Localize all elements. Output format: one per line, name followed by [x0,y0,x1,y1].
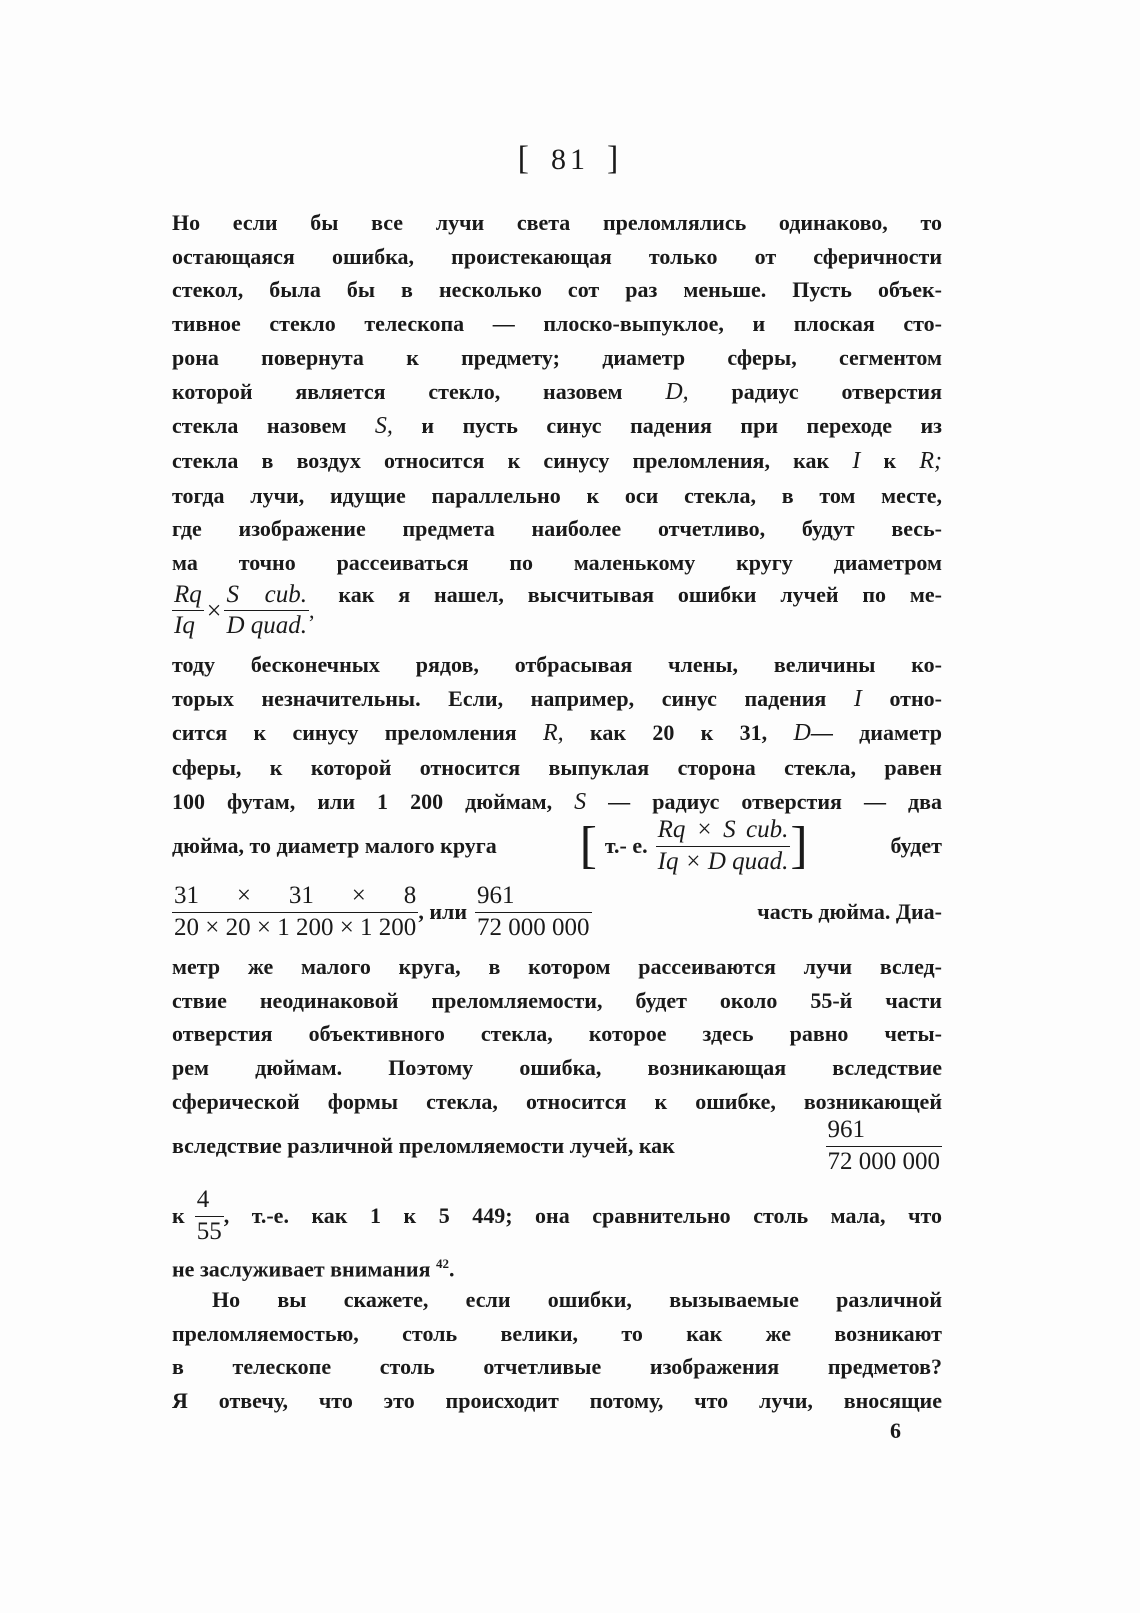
text-line: торых незначительны. Если, например, синус падения I отно- [172,685,942,712]
formula-line-1: $\frac{Rq}{Iq}$ × $\frac{\text{S cub.}}{\text{D quad.}}$ , как я нашел, высчитывая ошибки лучей по ме- [174,581,942,640]
text-line: не заслуживает внимания $^{42}$. [172,1256,455,1282]
formula-line-5: к $\frac{4}{55}$ , т.-е. как 1 к 5 449; она сравнительно столь мала, что [172,1186,942,1245]
left-bracket: [ [579,817,597,874]
text-line: ма точно рассеиваться по маленькому кругу диаметром [172,550,942,576]
text-line: Я отвечу, что это происходит потому, что лучи, вносящие [172,1388,942,1414]
text-line: вследствие различной преломляемости лучей, как [172,1133,675,1158]
paragraph-1 [172,206,942,580]
text-line: , т.-е. как 1 к 5 449; она сравнительно столь мала, что [223,1203,942,1228]
text-line: Но вы скажете, если ошибки, вызываемые различной [212,1287,942,1312]
page-number: 81 [551,143,589,176]
fraction-numeric-1: $\frac{31 \times 31 \times 8}{20 \times 20 \times 1 200 \times 1 200}$ [174,882,417,941]
text-line: сферической формы стекла, относится к ошибке, возникающей [172,1088,942,1114]
paragraph-1-cont [172,648,942,820]
var-s: S, [374,413,393,440]
text-line: рем дюймам. Поэтому ошибка, возникающая вследствие [172,1055,942,1081]
var-d: D, [665,378,689,405]
formula-line-4 [172,1116,942,1176]
right-bracket: ] [790,817,808,874]
times-sign: × [206,595,222,625]
text-line: стекла в воздух относится к синусу преломления, как I к R; [172,447,943,474]
fraction-rq-iq: $\frac{Rq}{Iq}$ [174,581,202,640]
text-line: дюйма, то диаметр малого круга [172,833,497,858]
paragraph-2 [172,1283,942,1418]
formula-line-2: дюйма, то диаметр малого круга [ т.- е. $\frac{\text{Rq × S cub.}}{\text{Iq × D quad.}}$ ] будет [172,816,942,875]
text-line: в телескопе столь отчетливые изображения предметов? [172,1354,942,1380]
text-line: ствие неодинаковой преломляемости, будет около 55-й части [172,987,942,1013]
paragraph-1-end [172,1247,942,1286]
text-line: которой является стекло, назовем D, радиус отверстия [172,378,942,405]
fraction-961-2: $\frac{961}{72 000 000}$ [827,1116,940,1175]
var-r: R, [543,720,564,747]
text-line: тогда лучи, идущие параллельно к оси стекла, в том месте, [172,482,942,508]
var-d: D [793,720,811,747]
var-i: I [852,447,861,474]
text-line: рона повернута к предмету; диаметр сферы, сегментом [172,344,942,370]
footnote-ref: 42 [436,1256,449,1271]
paragraph-1-cont-2 [172,950,942,1119]
var-s: S [574,788,587,815]
open-bracket: [ [517,140,533,177]
text-line: преломляемостью, столь велики, то как же возникают [172,1320,942,1346]
text-line: остающаяся ошибка, проистекающая только от сферичности [172,243,942,269]
text-line: метр же малого круга, в котором рассеиваются лучи вслед- [172,954,942,979]
page-header [0,140,1140,178]
fraction-scub-dquad: $\frac{\text{S cub.}}{\text{D quad.}}$ [226,581,308,640]
var-r: R; [919,447,943,474]
fraction-4-55: $\frac{4}{55}$ [196,1186,222,1245]
text-line: часть дюйма. Диа- [757,899,942,924]
text-line: отверстия объективного стекла, которое здесь равно четы- [172,1021,942,1047]
text-line: тоду бесконечных рядов, отбрасывая члены, величины ко- [172,652,942,677]
text-line: сферы, к которой относится выпуклая сторона стекла, равен [172,755,942,781]
text-line: стекол, была бы в несколько сот раз меньше. Пусть объек- [172,277,942,303]
text-line: где изображение предмета наиболее отчетливо, будут весь- [172,516,942,542]
text-line: Но если бы все лучи света преломлялись одинаково, то [172,210,942,235]
fraction-diameter: $\frac{\text{Rq × S cub.}}{\text{Iq × D quad.}}$ [657,816,789,875]
close-bracket: ] [607,140,623,177]
text-line: тивное стекло телескопа — плоско-выпуклое, и плоская сто- [172,311,942,337]
fraction-961-1: $\frac{961}{72 000 000}$ [477,882,590,941]
signature-mark: 6 [890,1418,901,1443]
text-line: будет [890,833,942,858]
text-line: как я нашел, высчитывая ошибки лучей по ме- [338,582,942,607]
text-line: сится к синусу преломления R, как 20 к 31, D— диаметр [172,720,943,747]
text-line: 100 футам, или 1 200 дюймам, S — радиус отверстия — два [172,788,943,815]
formula-line-3: $\frac{31 \times 31 \times 8}{20 \times 20 \times 1 200 \times 1 200}$ , или $\frac{961}{72 000 000}$ часть дюйма. Диа- [174,882,942,941]
text-line: стекла назовем S, и пусть синус падения при переходе из [172,413,943,440]
var-i: I [853,685,862,712]
